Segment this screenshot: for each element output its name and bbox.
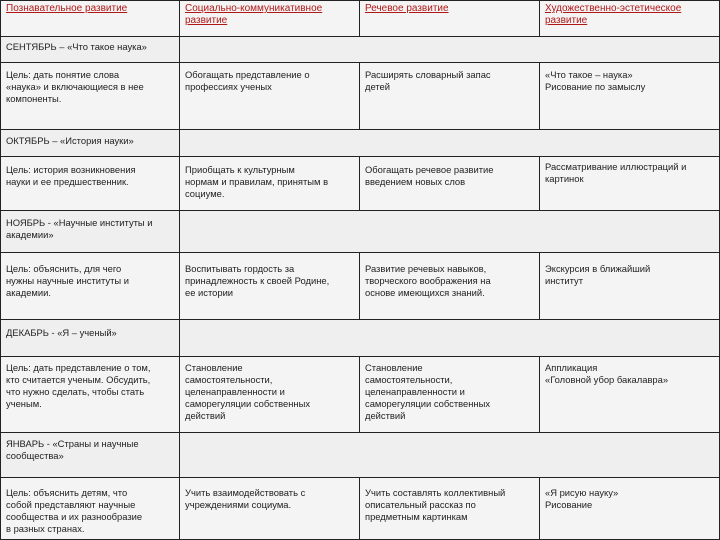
header-label: Речевое развитие [365,3,449,14]
month-spacer [180,130,720,157]
table-cell [0,253,180,320]
month-title-october [0,130,180,157]
table-cell [180,253,360,320]
header-label: Социально-коммуникативное развитие [185,3,323,26]
header-cognitive [0,0,180,37]
table-cell [540,253,720,320]
month-title-january [0,433,180,478]
header-label: Познавательное развитие [6,3,128,14]
cell-text: Учить взаимодействовать с учреждениями социума. [185,487,306,510]
table-cell [360,357,540,433]
cell-text: Обогащать речевое развитие введением новых слов [365,164,494,187]
cell-text: Рассматривание иллюстраций и картинок [545,161,687,184]
cell-text: Цель: объяснить детям, что собой представляют научные сообщества и их разнообразие в разных странах. [6,487,143,534]
table-cell [360,157,540,211]
month-spacer [180,211,720,253]
table-cell [0,357,180,433]
table-cell [360,478,540,540]
month-title-september [0,37,180,63]
table-cell [540,478,720,540]
month-title-november [0,211,180,253]
table-cell [0,478,180,540]
header-speech [360,0,540,37]
table-cell [0,63,180,130]
header-art [540,0,720,37]
header-label: Художественно-эстетическое развитие [545,3,682,26]
table-cell [180,478,360,540]
table-cell [360,253,540,320]
cell-text: Цель: история возникновения науки и ее предшественник. [6,164,136,187]
cell-text: Учить составлять коллективный описательный рассказ по предметным картинкам [365,487,506,522]
header-social [180,0,360,37]
cell-text: Приобщать к культурным нормам и правилам, принятым в социуме. [185,164,329,199]
cell-text: Воспитывать гордость за принадлежность к своей Родине, ее истории [185,263,330,298]
cell-text: Обогащать представление о профессиях ученых [185,69,310,92]
month-title: ДЕКАБРЬ - «Я – ученый» [6,327,117,338]
month-title: СЕНТЯБРЬ – «Что такое наука» [6,41,147,52]
cell-text: «Что такое – наука» Рисование по замыслу [545,69,646,92]
table-cell [0,157,180,211]
cell-text: Цель: дать представление о том, кто считается ученым. Обсудить, что нужно сделать, чтобы стать ученым. [6,362,151,409]
month-title: ЯНВАРЬ - «Страны и научные сообщества» [6,438,139,461]
table-cell [180,157,360,211]
table-cell [180,357,360,433]
table-cell [540,63,720,130]
cell-text: Цель: объяснить, для чего нужны научные институты и академии. [6,263,129,298]
cell-text: Становление самостоятельности, целенаправленности и саморегуляции собственных действий [185,362,311,421]
month-title-december [0,320,180,357]
cell-text: Цель: дать понятие слова «наука» и включающиеся в нее компоненты. [6,69,144,104]
table-cell [540,357,720,433]
month-spacer [180,320,720,357]
cell-text: Расширять словарный запас детей [365,69,491,92]
cell-text: Развитие речевых навыков, творческого воображения на основе имеющихся знаний. [365,263,491,298]
month-title: НОЯБРЬ - «Научные институты и академии» [6,217,153,240]
cell-text: Аппликация «Головной убор бакалавра» [545,362,669,385]
cell-text: Становление самостоятельности, целенаправленности и саморегуляции собственных действий [365,362,491,421]
cell-text: «Я рисую науку» Рисование [545,487,619,510]
month-spacer [180,37,720,63]
cell-text: Экскурсия в ближайший институт [545,263,651,286]
table-cell [180,63,360,130]
month-title: ОКТЯБРЬ – «История науки» [6,135,134,146]
table-cell [540,157,720,211]
month-spacer [180,433,720,478]
table-cell [360,63,540,130]
